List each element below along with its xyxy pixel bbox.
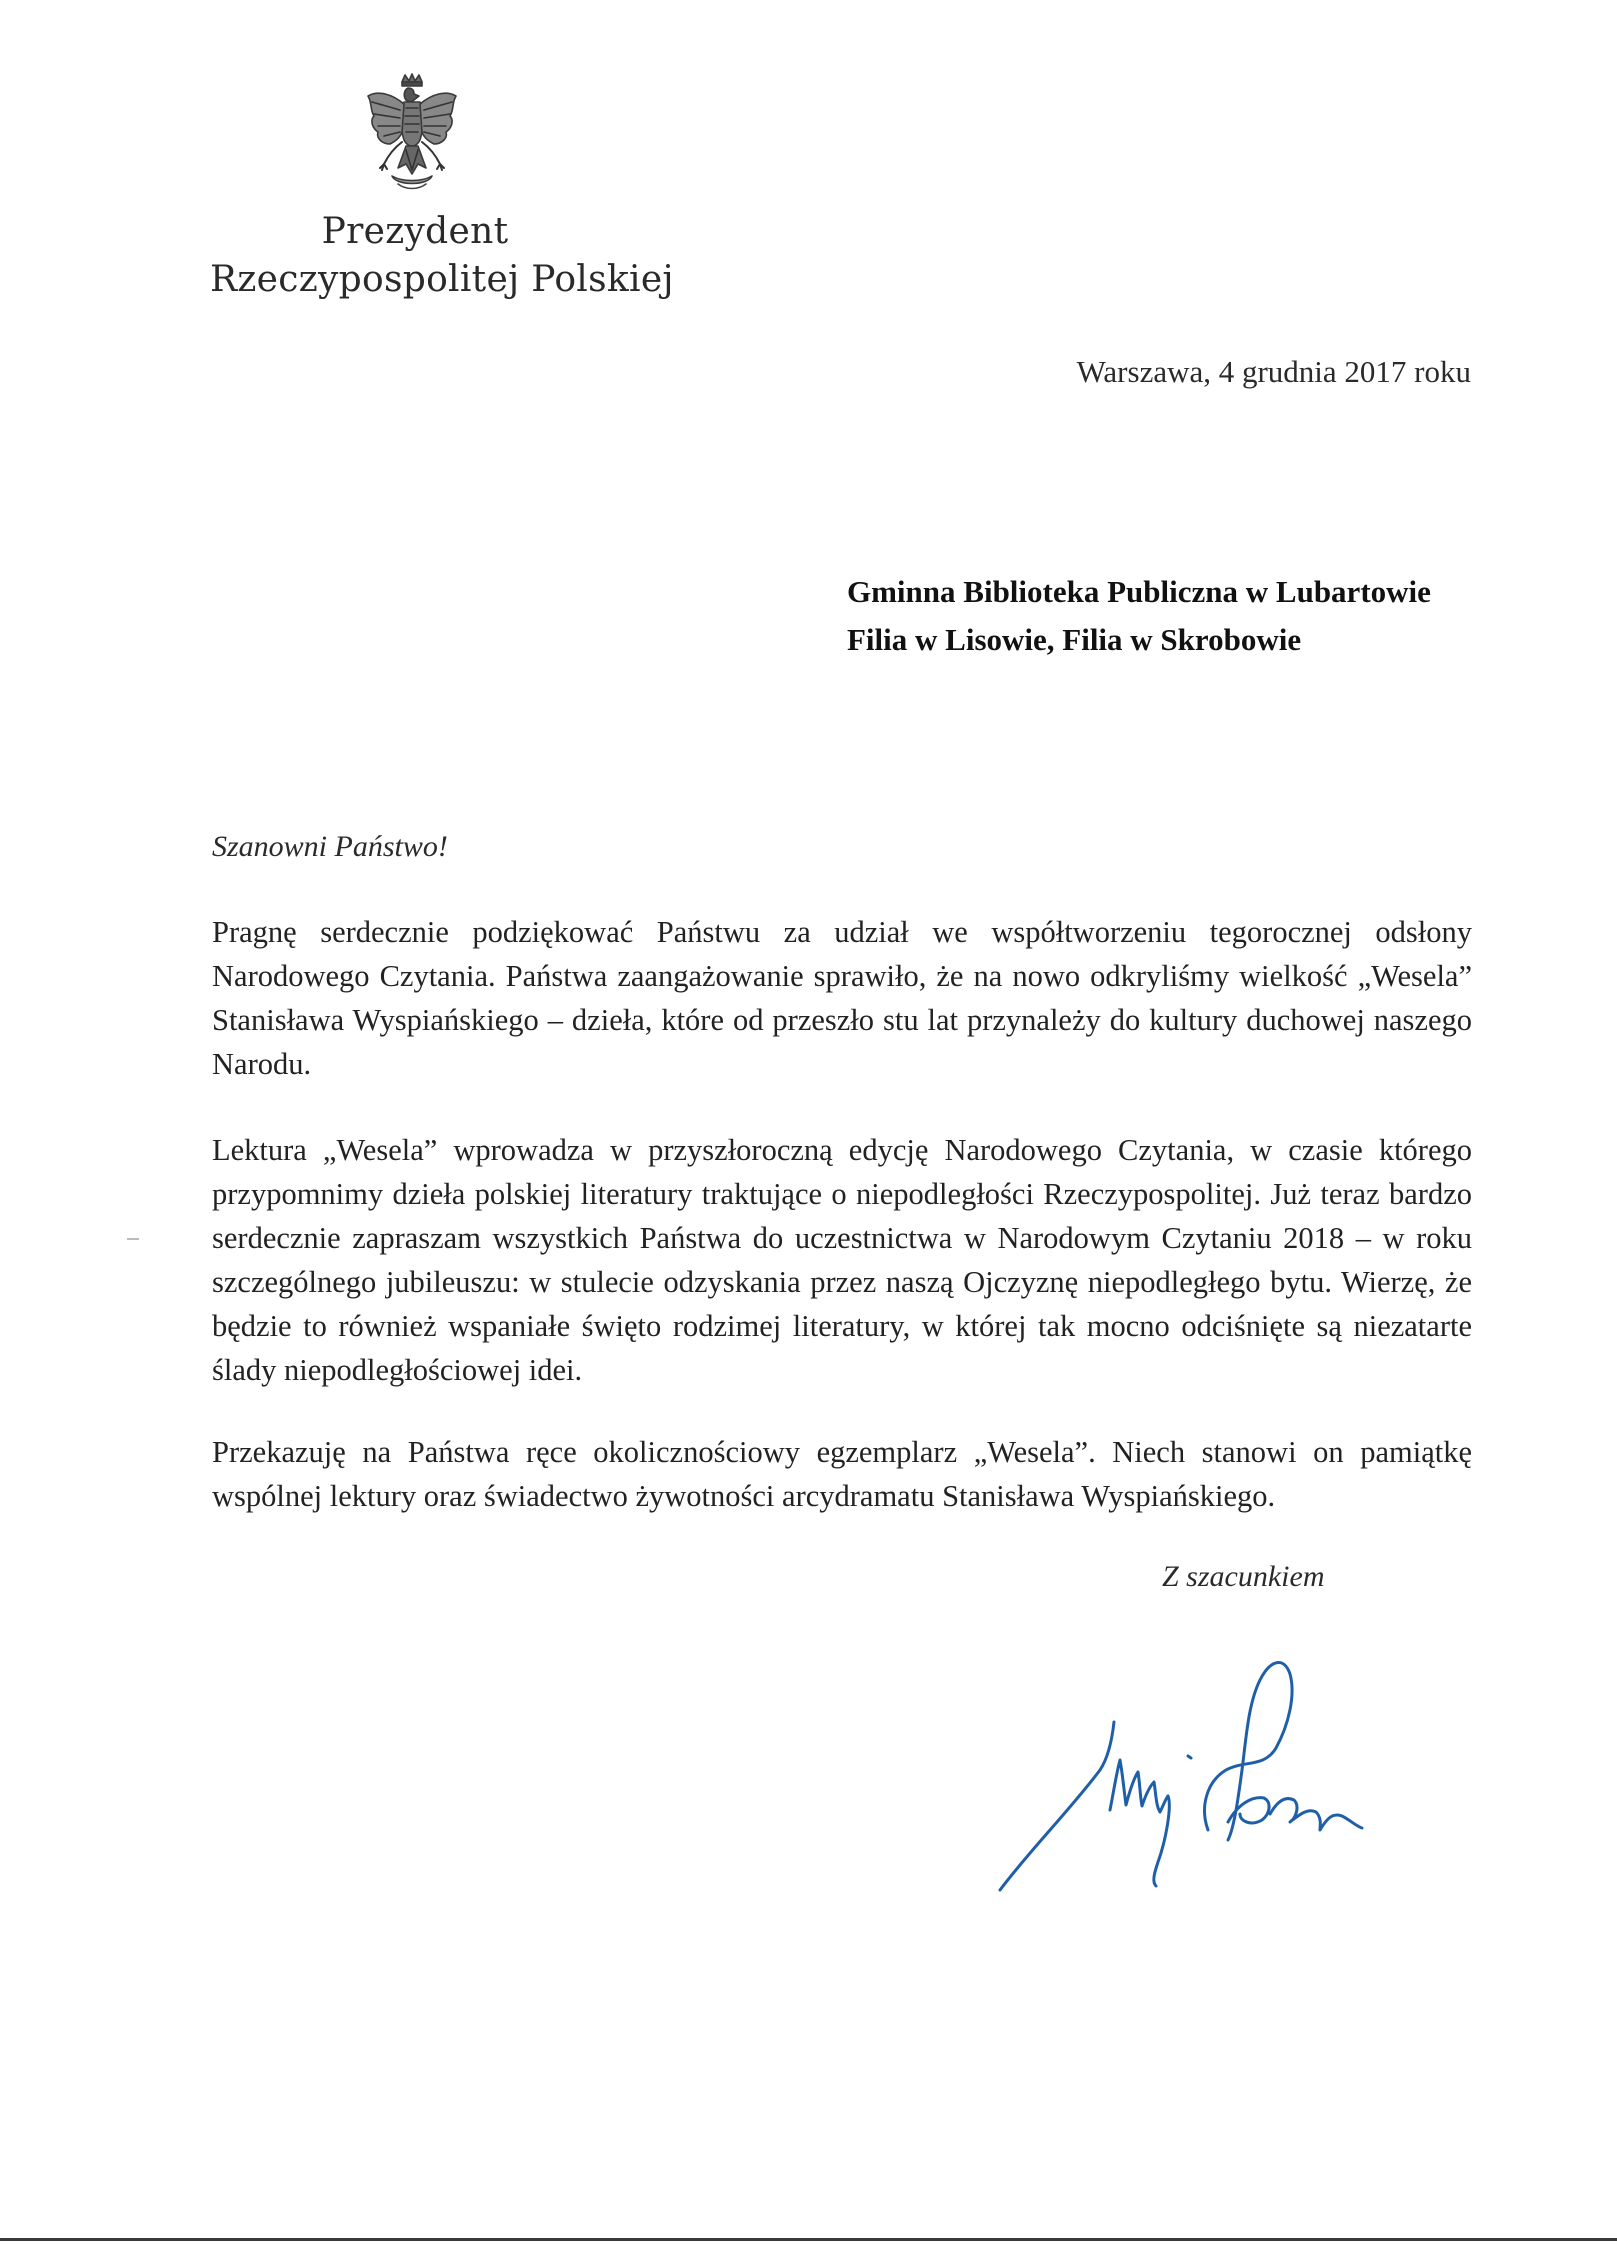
recipient-block <box>847 568 1431 664</box>
closing-phrase: Z szacunkiem <box>1162 1560 1325 1593</box>
white-eagle-emblem-icon <box>362 72 462 196</box>
date-line: Warszawa, 4 grudnia 2017 roku <box>1076 354 1471 389</box>
office-country: Rzeczypospolitej Polskiej <box>210 259 674 300</box>
salutation: Szanowni Państwo! <box>212 830 448 863</box>
scan-artifact <box>127 1238 139 1240</box>
body-paragraph-2: Lektura „Wesela” wprowadza w przyszłoroczną edycję Narodowego Czytania, w czasie którego przypomnimy dzieła polskiej literatury traktujące o niepodległości Rzeczypospolitej. Już teraz bardzo serdecznie zapraszam wszystkich Państwa do uczestnictwa w Narodowym Czytaniu 2018 – w roku szczególnego jubileuszu: w stulecie odzyskania przez naszą Ojczyznę niepodległego bytu. Wierzę, że będzie to również wspaniałe święto rodzimej literatury, w której tak mocno odciśnięte są niezatarte ślady niepodległościowej idei. <box>212 1133 1472 1387</box>
recipient-line-1: Gminna Biblioteka Publiczna w Lubartowie <box>847 574 1431 609</box>
body-paragraph-1: Pragnę serdecznie podziękować Państwu za udział we współtworzeniu tegorocznej odsłony Narodowego Czytania. Państwa zaangażowanie sprawiło, że na nowo odkryliśmy wielkość „Wesela” Stanisława Wyspiańskiego – dzieła, które od przeszło stu lat przynależy do kultury duchowej naszego Narodu. <box>212 915 1472 1081</box>
body-paragraph-3: Przekazuję na Państwa ręce okolicznościowy egzemplarz „Wesela”. Niech stanowi on pamiątkę wspólnej lektury oraz świadectwo żywotności arcydramatu Stanisława Wyspiańskiego. <box>212 1435 1472 1513</box>
recipient-line-2: Filia w Lisowie, Filia w Skrobowie <box>847 622 1302 657</box>
letterhead-office <box>210 208 674 304</box>
handwritten-signature-icon <box>990 1600 1390 1900</box>
bottom-border <box>0 2238 1617 2241</box>
office-title: Prezydent <box>321 211 509 252</box>
